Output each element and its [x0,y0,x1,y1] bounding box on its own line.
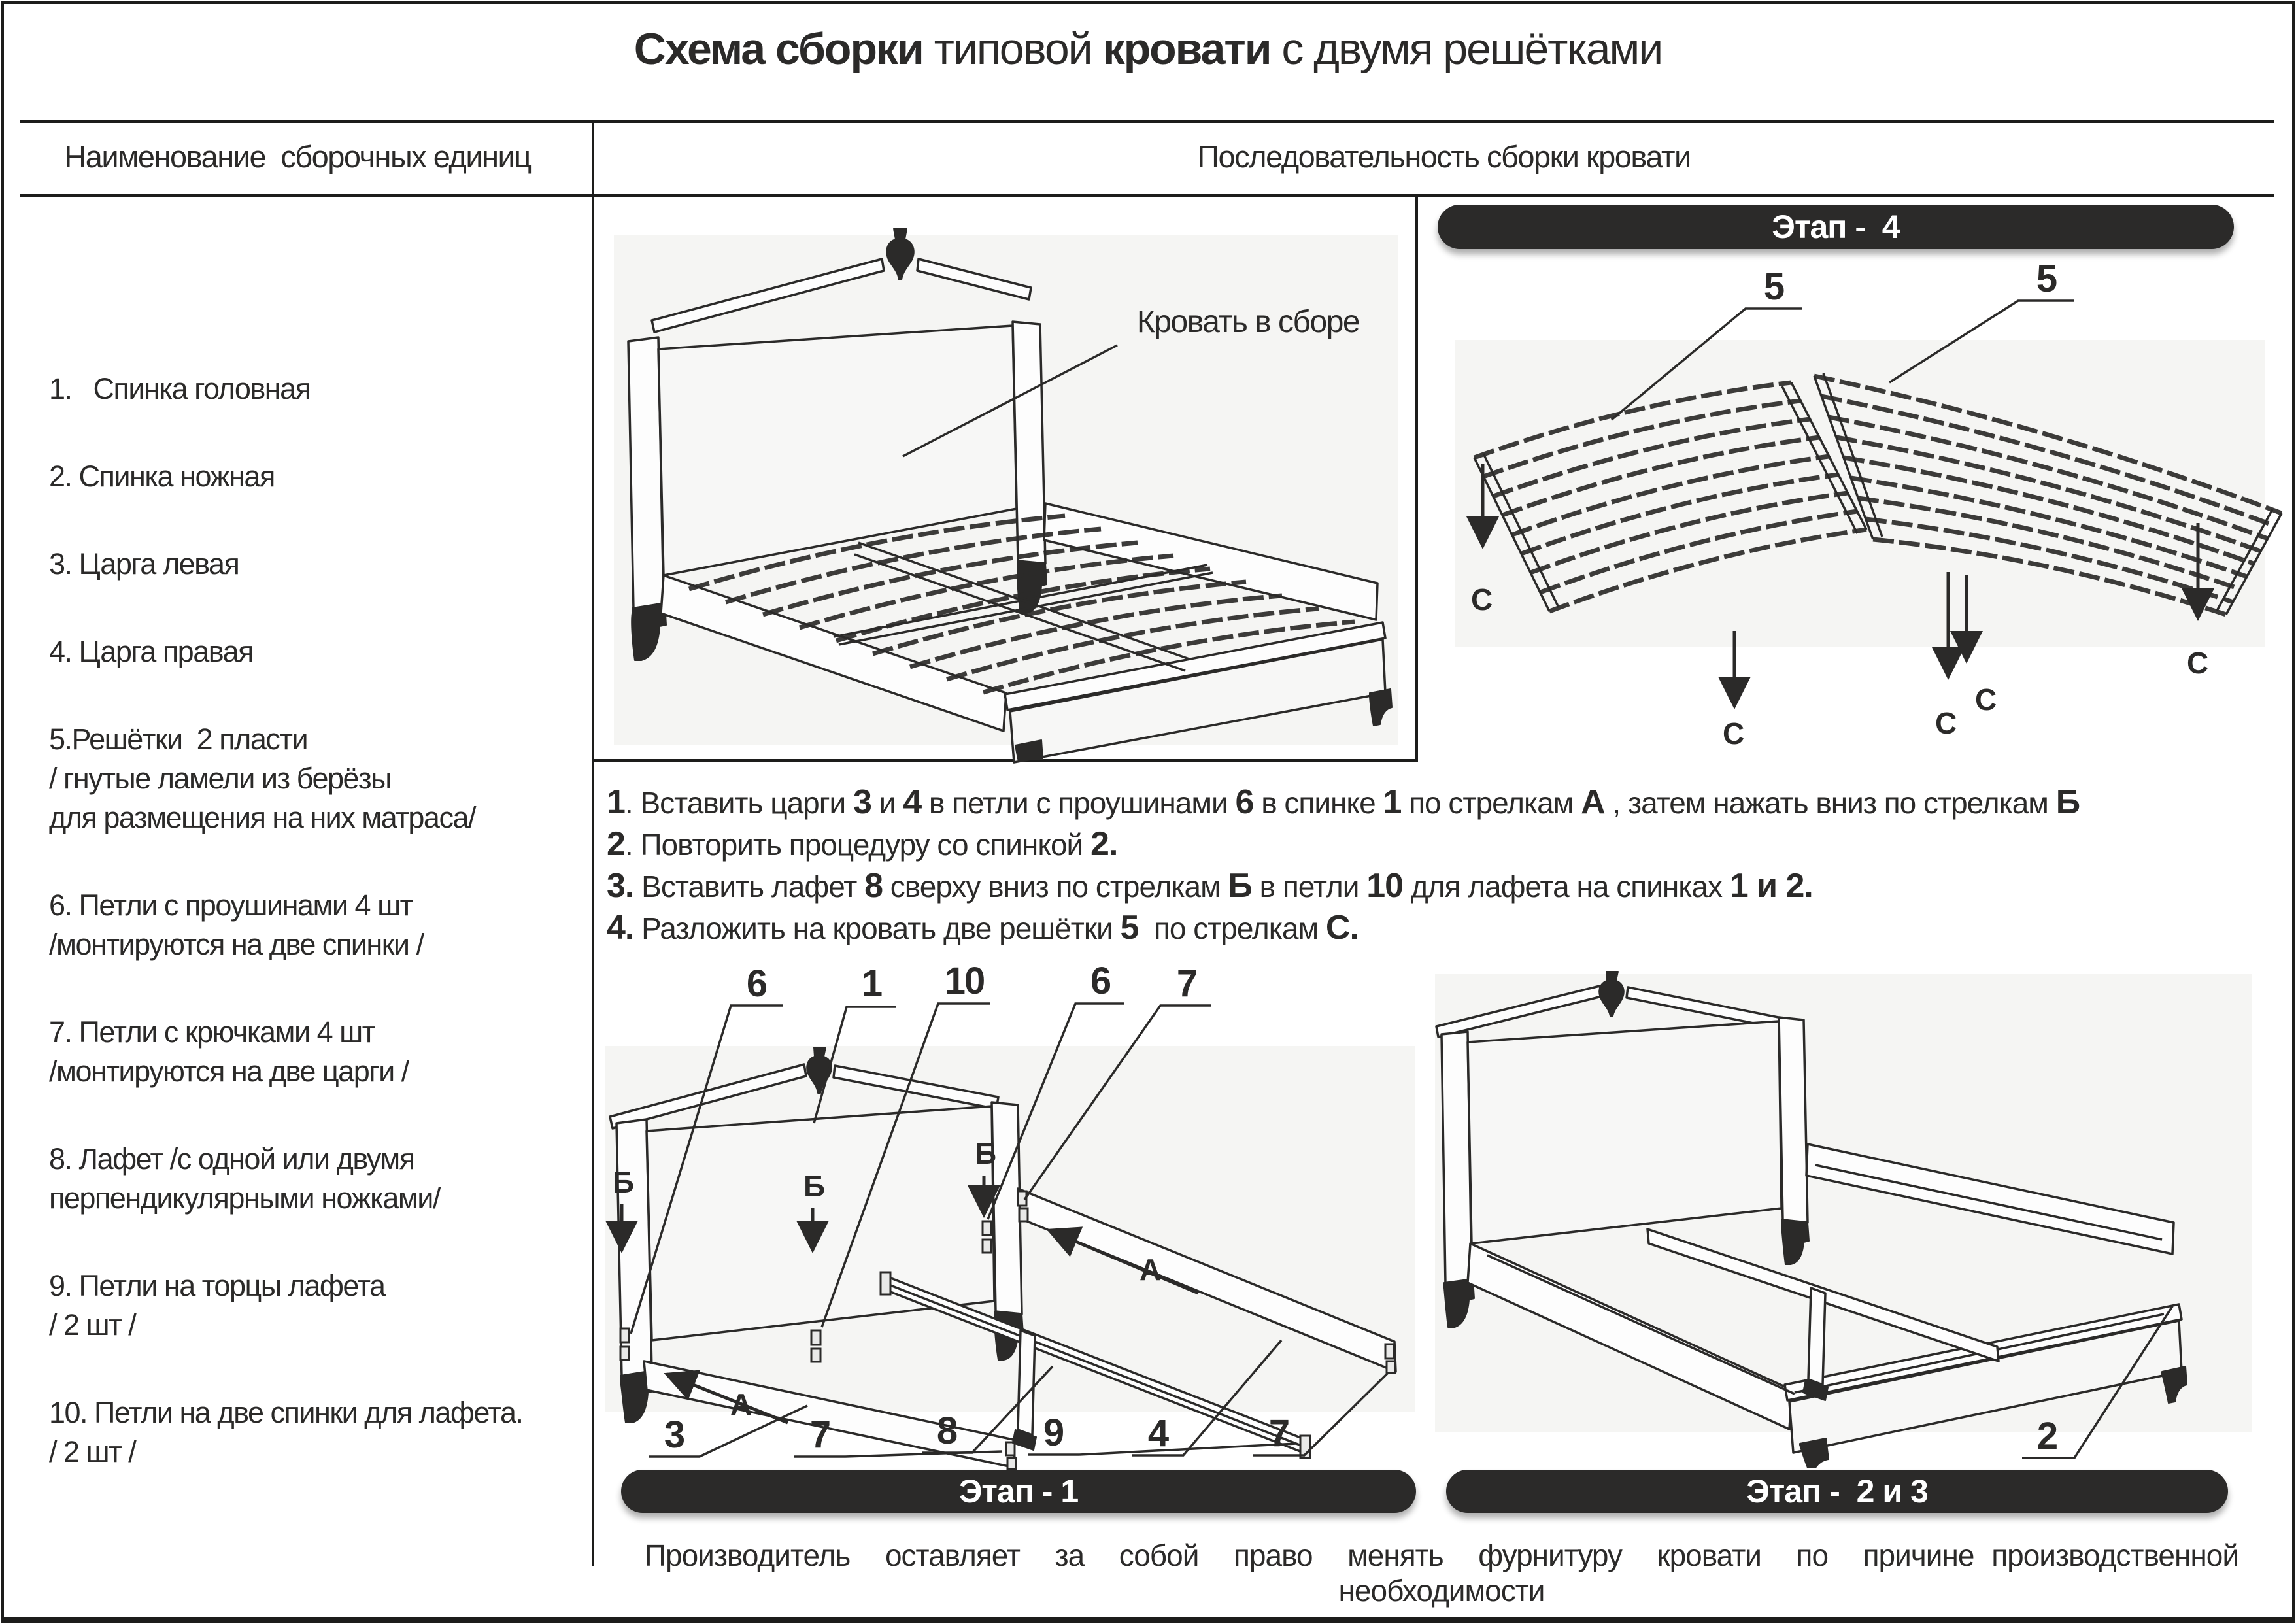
arrow-c-label: С [1935,706,1957,740]
assembled-bed-label: Кровать в сборе [1136,305,1360,339]
part-line: / 2 шт / [49,1308,136,1342]
instruction-ref-number: 10 [1366,867,1404,905]
instruction-ref-number: 2. [1090,825,1118,863]
instruction-text: Разложить на кровать две решётки [633,911,1121,945]
instruction-line [607,782,2287,824]
eye-hinge [620,1328,629,1342]
instruction-text: Вставить лафет [633,870,865,904]
lafet-leg [1808,1288,1825,1385]
part-line: перпендикулярными ножками/ [49,1181,440,1215]
callout-3: 3 [664,1413,684,1456]
instruction-ref-number: 3. [607,867,634,905]
callout-2: 2 [2036,1415,2057,1457]
part-item [49,545,582,584]
instruction-line [607,824,2287,866]
stage1-drawing [592,948,1428,1471]
callout-7b: 7 [809,1413,830,1456]
callout-4: 4 [1147,1412,1168,1455]
hook-hinge [1006,1442,1015,1455]
instruction-ref-number: Б [1228,867,1252,905]
instruction-text: . Повторить процедуру со спинкой [624,828,1091,862]
cart-hinge [811,1349,820,1362]
arrow-c-label: С [1723,717,1745,751]
instruction-line [607,907,2287,949]
part-line: 2. Спинка ножная [49,460,275,493]
stage23-drawing [1428,948,2296,1468]
callout-10: 10 [944,960,985,1002]
part-line: 10. Петли на две спинки для лафета. [49,1396,523,1429]
instruction-ref-number: 3 [853,783,871,821]
instruction-ref-number: А [1581,783,1605,821]
callout-8: 8 [936,1410,957,1452]
title-bold-1: Схема сборки [633,24,923,74]
hook-hinge [1019,1208,1028,1221]
part-line: 7. Петли с крючками 4 шт [49,1015,375,1049]
part-item [49,1013,582,1091]
instruction-text: в петли [1251,870,1367,904]
stage-4-badge: Этап - 4 [1438,205,2234,249]
instruction-ref-number: 4. [607,909,634,947]
sequence-column-header: Последовательность сборки кровати [1197,139,1691,174]
lafet-end-hinge [881,1272,890,1294]
manufacturer-note: Производитель оставляет за собой право менять фурнитуру кровати по причине производственной необходимости [644,1538,2256,1608]
arrow-c-label: С [2187,646,2209,680]
arrow-c-label: С [1471,583,1493,617]
arrow-b-label: Б [613,1165,635,1199]
eye-hinge [983,1221,991,1235]
callout-9: 9 [1043,1412,1064,1454]
page-title [0,24,2296,75]
hook-hinge [1387,1361,1395,1373]
hook-hinge [1007,1458,1016,1469]
callout-7c: 7 [1268,1412,1289,1455]
title-divider [20,120,2274,123]
part-line: 6. Петли с проушинами 4 шт [49,888,413,922]
instruction-ref-number: 1 и 2. [1729,867,1813,905]
arrow-b-label: Б [803,1169,826,1203]
instructions [607,782,2287,949]
stage4-drawing [1415,248,2296,758]
eye-hinge [983,1240,991,1253]
callout-5b: 5 [2036,258,2057,300]
arrow-a-label: А [730,1387,752,1421]
title-regular-2: с двумя решётками [1270,24,1663,74]
part-line: 5.Решётки 2 пласти [49,722,308,756]
part-line: 3. Царга левая [49,547,239,581]
arrow-c-label: С [1975,683,1997,717]
callout-6a: 6 [746,962,767,1005]
instruction-text: , затем нажать вниз по стрелкам [1604,786,2056,820]
instruction-ref-number: 5 [1120,909,1139,947]
callout-7a: 7 [1176,962,1197,1005]
callout-6b: 6 [1090,960,1111,1002]
part-line: / 2 шт / [49,1435,136,1468]
title-regular-1: типовой [922,24,1103,74]
eye-hinge [620,1347,629,1360]
part-line: 9. Петли на торцы лафета [49,1269,385,1302]
instruction-ref-number: 8 [864,867,883,905]
instruction-line [607,866,2287,907]
instruction-ref-number: 1 [1383,783,1402,821]
callout-5a: 5 [1763,265,1784,308]
part-item [49,886,582,964]
part-item [49,632,582,671]
part-item [49,1393,582,1472]
instruction-text: для лафета на спинках [1403,870,1730,904]
title-bold-2: кровати [1102,24,1271,74]
part-line: /монтируются на две спинки / [49,928,424,961]
stage-2-3-badge: Этап - 2 и 3 [1446,1470,2228,1513]
parts-column-header: Наименование сборочных единиц [64,139,531,174]
part-item [49,1140,582,1218]
instruction-text: в спинке [1253,786,1383,820]
part-line: для размещения на них матраса/ [49,801,475,834]
footboard-near-foot [1800,1438,1829,1468]
instruction-text: . Вставить царги [624,786,854,820]
arrow-b-label: Б [975,1136,997,1170]
lafet-leg [1018,1330,1035,1435]
part-item [49,1266,582,1345]
instruction-ref-number: 4 [903,783,922,821]
instruction-ref-number: 6 [1235,783,1254,821]
instruction-ref-number: Б [2055,783,2080,821]
instruction-text: по стрелкам [1138,911,1326,945]
part-line: 1. Спинка головная [49,372,311,405]
part-line: 4. Царга правая [49,635,254,668]
assembled-box-divider [592,759,1418,762]
part-line: / гнутые ламели из берёзы [49,762,392,795]
instruction-text: в петли с проушинами [921,786,1236,820]
arrow-a-label: А [1140,1253,1162,1287]
instruction-ref-number: 2 [607,825,625,863]
part-line: /монтируются на две царги / [49,1055,409,1088]
part-item [49,720,582,837]
part-item [49,369,582,409]
instruction-ref-number: 1 [607,783,625,821]
part-line: 8. Лафет /с одной или двумя [49,1142,414,1176]
instruction-text: и [871,786,903,820]
hook-hinge [1385,1344,1394,1359]
parts-list [49,369,582,1520]
stage-1-badge: Этап - 1 [621,1470,1416,1513]
headboard-panel [1468,1021,1781,1243]
cart-hinge [811,1330,820,1345]
callout-1: 1 [861,962,882,1005]
instruction-text: по стрелкам [1401,786,1581,820]
instruction-text: сверху вниз по стрелкам [883,870,1228,904]
instruction-ref-number: С. [1325,909,1359,947]
part-item [49,457,582,496]
assembled-bed-drawing [594,196,1415,759]
